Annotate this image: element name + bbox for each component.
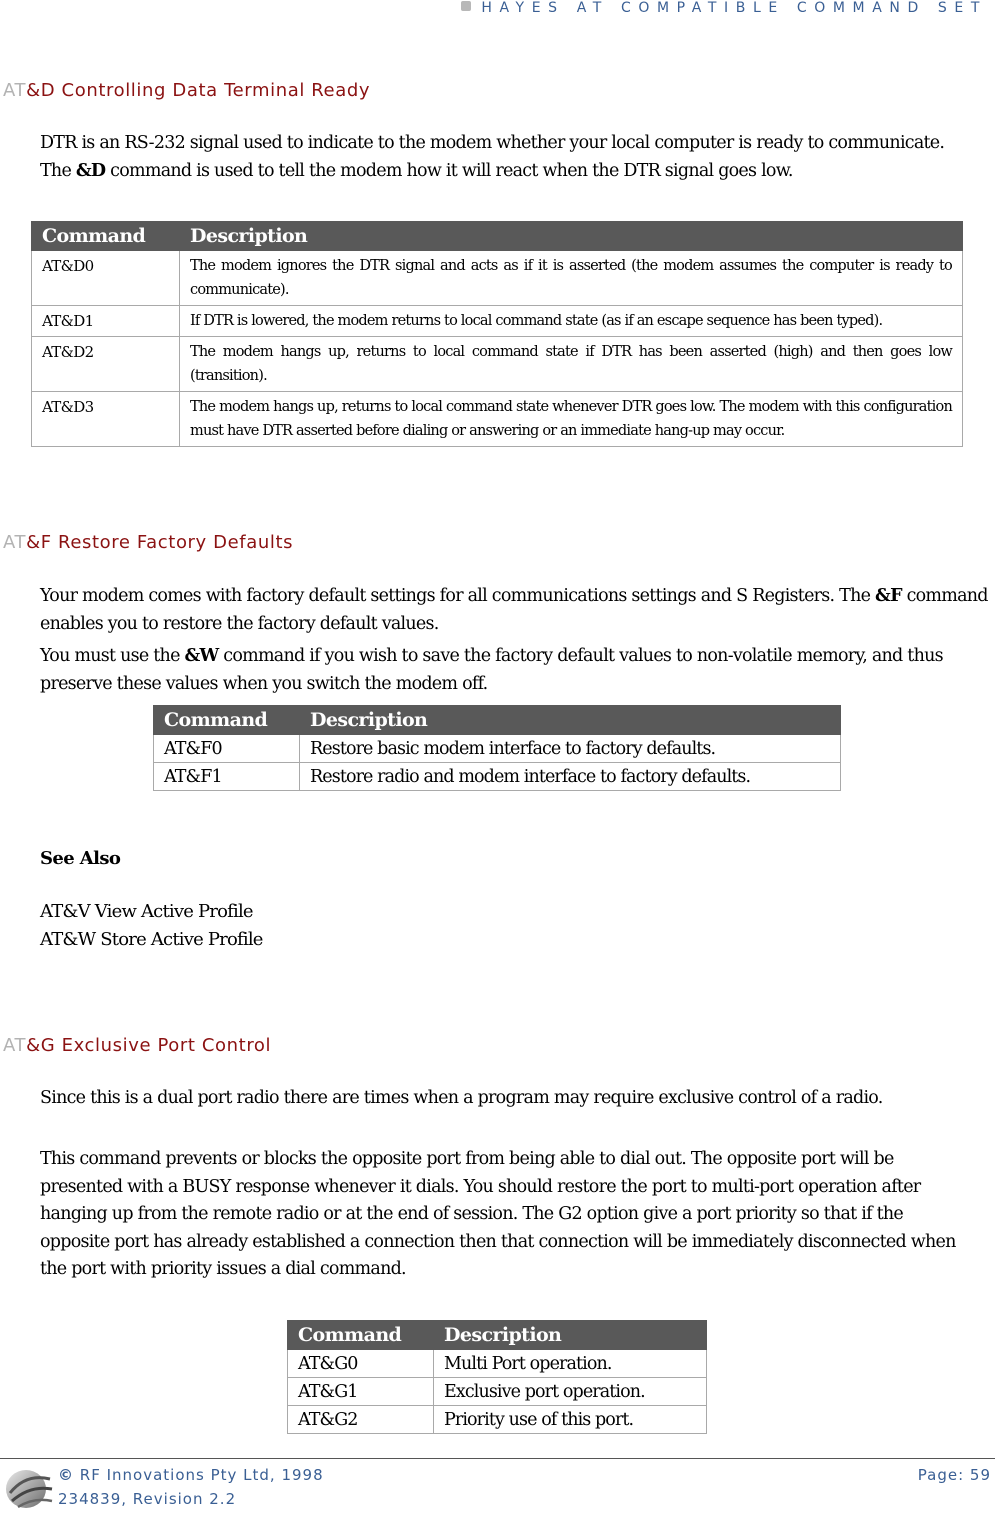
column-header-description: Description	[180, 222, 963, 251]
column-header-command: Command	[288, 1321, 434, 1350]
table-row	[32, 251, 963, 306]
description-cell: Multi Port operation.	[434, 1350, 707, 1378]
command-cell: AT&D3	[32, 392, 180, 447]
command-cell: AT&G0	[288, 1350, 434, 1378]
footer-copyright	[58, 1466, 324, 1484]
table-row	[288, 1378, 707, 1406]
description-cell: The modem hangs up, returns to local command state if DTR has been asserted (high) and then goes low (transition).	[180, 337, 963, 392]
command-cell: AT&G1	[288, 1378, 434, 1406]
table-row	[288, 1350, 707, 1378]
table-row	[32, 306, 963, 337]
description-cell: Restore basic modem interface to factory defaults.	[300, 735, 841, 763]
see-also-link-view-active-profile[interactable]: AT&V View Active Profile	[40, 901, 253, 922]
table-row	[32, 392, 963, 447]
command-cell: AT&D1	[32, 306, 180, 337]
running-title: HAYES AT COMPATIBLE COMMAND SET	[481, 0, 987, 16]
running-header	[461, 0, 987, 16]
amp-d-command-table	[31, 221, 963, 447]
table-row	[288, 1406, 707, 1434]
rf-innovations-logo-icon	[4, 1463, 54, 1511]
command-cell: AT&G2	[288, 1406, 434, 1434]
command-cell: AT&D2	[32, 337, 180, 392]
amp-g-command-table	[287, 1320, 707, 1434]
footer-company: RF Innovations Pty Ltd, 1998	[79, 1466, 324, 1484]
command-cell: AT&D0	[32, 251, 180, 306]
column-header-command: Command	[32, 222, 180, 251]
column-header-description: Description	[300, 706, 841, 735]
section-heading-amp-f: AT&F Restore Factory Defaults	[3, 532, 294, 553]
amp-f-paragraph-1: Your modem comes with factory default settings for all communications settings and S Registers. The &F command enables you to restore the factory default values.	[40, 586, 988, 634]
column-header-command: Command	[154, 706, 300, 735]
description-cell: Restore radio and modem interface to factory defaults.	[300, 763, 841, 791]
table-row	[32, 337, 963, 392]
amp-d-intro-paragraph: DTR is an RS-232 signal used to indicate to the modem whether your local computer is ready to communicate. The &D command is used to tell the modem how it will react when the DTR signal goes low.	[40, 133, 945, 181]
see-also-link-store-active-profile[interactable]: AT&W Store Active Profile	[40, 929, 263, 950]
amp-g-paragraph-1: Since this is a dual port radio there are times when a program may require exclusive control of a radio.	[40, 1088, 883, 1108]
description-cell: If DTR is lowered, the modem returns to local command state (as if an escape sequence has been typed).	[180, 306, 963, 337]
description-cell: The modem hangs up, returns to local command state whenever DTR goes low. The modem with this configuration must have DTR asserted before dialing or answering or an immediate hang-up may occur.	[180, 392, 963, 447]
table-header-row	[288, 1321, 707, 1350]
copyright-symbol: ©	[58, 1466, 74, 1484]
page-number: Page: 59	[917, 1466, 991, 1484]
section-heading-amp-d: AT&D Controlling Data Terminal Ready	[3, 80, 371, 101]
table-header-row	[32, 222, 963, 251]
description-cell: The modem ignores the DTR signal and acts as if it is asserted (the modem assumes the computer is ready to communicate).	[180, 251, 963, 306]
table-header-row	[154, 706, 841, 735]
description-cell: Exclusive port operation.	[434, 1378, 707, 1406]
command-cell: AT&F0	[154, 735, 300, 763]
header-bullet-icon	[461, 1, 471, 11]
see-also-heading: See Also	[40, 848, 121, 869]
table-row	[154, 735, 841, 763]
command-cell: AT&F1	[154, 763, 300, 791]
footer-doc-number: 234839, Revision 2.2	[58, 1490, 237, 1508]
footer-divider	[0, 1458, 995, 1459]
section-heading-amp-g: AT&G Exclusive Port Control	[3, 1035, 272, 1056]
amp-f-paragraph-2: You must use the &W command if you wish to save the factory default values to non-volatile memory, and thus preserve these values when you switch the modem off.	[40, 646, 943, 694]
amp-f-command-table	[153, 705, 841, 791]
table-row	[154, 763, 841, 791]
column-header-description: Description	[434, 1321, 707, 1350]
amp-g-paragraph-2: This command prevents or blocks the opposite port from being able to dial out. The opposite port will be presented with a BUSY response whenever it dials. You should restore the port to multi-port operation after hanging up from the remote radio or at the end of session. The G2 option give a port priority so that if the opposite port has already established a connection then that connection will be immediately disconnected when the port with priority issues a dial command.	[40, 1149, 956, 1279]
description-cell: Priority use of this port.	[434, 1406, 707, 1434]
